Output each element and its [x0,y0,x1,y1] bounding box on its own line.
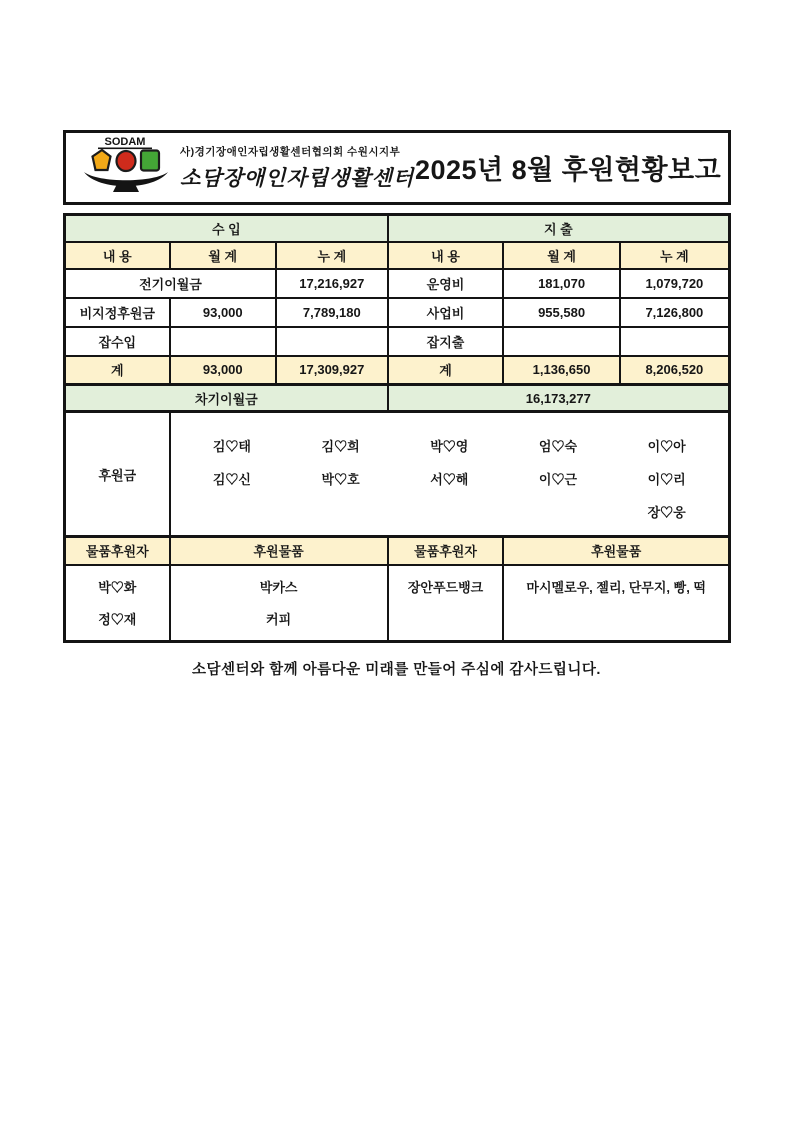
income-cumulative-header: 누 계 [276,242,388,269]
column-header-row [65,242,730,269]
item-donor-name: 박♡화 [98,579,137,595]
item-goods-lines [504,566,728,604]
donor-name: 엄♡숙 [538,439,578,454]
item-donor-lines [389,566,503,604]
item-goods-header: 후원물품 [170,537,388,565]
totals-row [65,356,730,385]
donor-name: 박♡영 [430,439,469,454]
donor-names-grid [178,413,721,528]
carryover-value: 16,173,277 [388,385,730,412]
report-header [63,130,731,205]
item-goods-cell [503,565,729,642]
expense-total-cumulative: 8,206,520 [620,356,730,385]
expense-section-header: 지 출 [388,215,730,242]
income-row-monthly [170,327,276,356]
expense-content-header: 내 용 [388,242,504,269]
item-donor-name: 장안푸드뱅크 [407,579,484,595]
logo-underline [98,148,152,150]
org-association-name: 사)경기장애인자립생활센터협의회 수원시지부 [180,145,401,158]
org-center-name: 소담장애인자립생활센터 [180,166,415,190]
donation-summary-table [63,213,731,643]
donation-section-label: 후원금 [65,412,170,537]
expense-cumulative-header: 누 계 [620,242,730,269]
page-title: 2025년 8월 후원현황보고 [414,155,722,185]
thank-you-message: 소담센터와 함께 아름다운 미래를 만들어 주심에 감사드립니다. [192,662,601,678]
income-content-header: 내 용 [65,242,170,269]
carryover-row [65,385,730,412]
table-row [65,269,730,298]
sodam-logo [78,134,174,201]
sodam-logo-icon [78,134,174,196]
expense-row-cumulative: 7,126,800 [620,298,730,327]
donor-name: 이♡아 [647,439,686,454]
expense-total-monthly: 1,136,650 [503,356,619,385]
logo-green-square-icon [141,151,159,171]
item-donor-header: 물품후원자 [388,537,504,565]
donor-name: 박♡호 [321,472,360,487]
section-header-row [65,215,730,242]
income-total-cumulative: 17,309,927 [276,356,388,385]
expense-row-cumulative: 1,079,720 [620,269,730,298]
expense-row-monthly: 955,580 [503,298,619,327]
item-goods-header: 후원물품 [503,537,729,565]
expense-monthly-header: 월 계 [503,242,619,269]
income-row-cumulative [276,327,388,356]
item-donor-lines [66,566,169,636]
donor-name: 이♡근 [538,472,578,487]
income-section-header: 수 입 [65,215,388,242]
carryover-label: 차기이월금 [65,385,388,412]
item-donation-row [65,565,730,642]
expense-total-label: 계 [388,356,504,385]
logo-red-circle-icon [117,151,136,171]
donor-name: 김♡태 [212,439,251,454]
expense-row-monthly: 181,070 [503,269,619,298]
item-goods-lines [171,566,387,636]
item-goods-cell [170,565,388,642]
donor-name: 장♡웅 [647,505,686,520]
income-row-label: 비지정후원금 [65,298,170,327]
expense-row-cumulative [620,327,730,356]
income-row-label: 전기이월금 [65,269,276,298]
item-goods-name: 박카스 [259,579,298,595]
donor-name: 김♡희 [321,439,360,454]
item-donor-header: 물품후원자 [65,537,170,565]
expense-row-label: 잡지출 [388,327,504,356]
expense-row-label: 운영비 [388,269,504,298]
income-row-monthly: 93,000 [170,298,276,327]
table-row [65,327,730,356]
income-row-cumulative: 17,216,927 [276,269,388,298]
donor-names-cell [170,412,730,537]
income-row-cumulative: 7,789,180 [276,298,388,327]
logo-yellow-gem-icon [93,150,111,170]
income-total-monthly: 93,000 [170,356,276,385]
expense-row-label: 사업비 [388,298,504,327]
item-goods-name: 마시멜로우, 젤리, 단무지, 빵, 떡 [526,579,706,595]
income-monthly-header: 월 계 [170,242,276,269]
expense-row-monthly [503,327,619,356]
donor-names-row [65,412,730,537]
item-donor-name: 정♡재 [98,611,137,627]
item-donation-header-row [65,537,730,565]
org-text-block [180,144,414,192]
income-total-label: 계 [65,356,170,385]
donor-name: 서♡해 [430,472,469,487]
donor-name: 이♡리 [647,472,686,487]
logo-brand-text: SODAM [104,136,146,148]
table-row [65,298,730,327]
donor-name: 김♡신 [212,472,251,487]
item-donor-cell [65,565,170,642]
item-donor-cell [388,565,504,642]
logo-bowl-foot [113,184,139,192]
income-row-label: 잡수입 [65,327,170,356]
item-goods-name: 커피 [266,611,292,627]
